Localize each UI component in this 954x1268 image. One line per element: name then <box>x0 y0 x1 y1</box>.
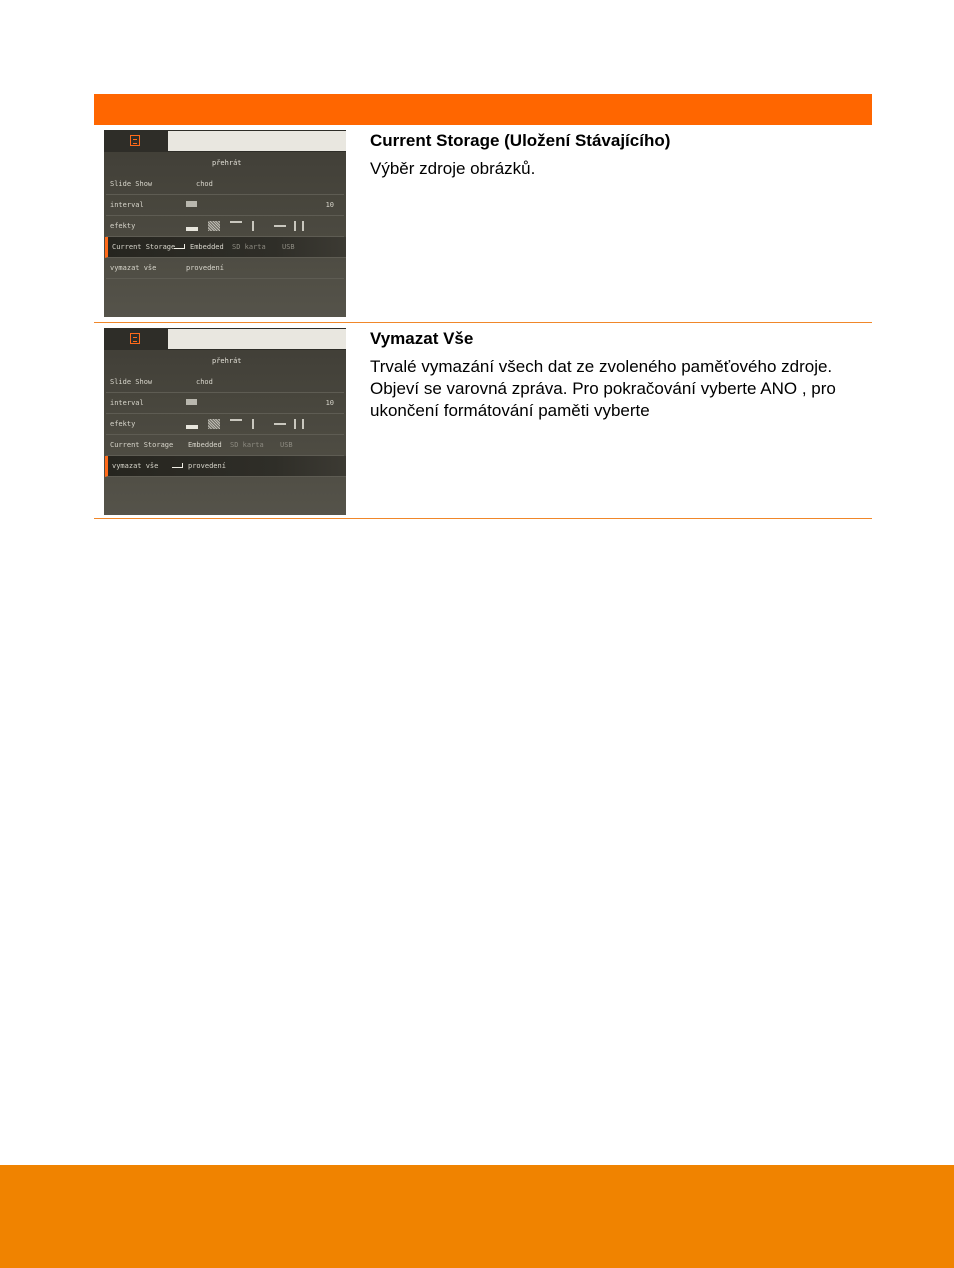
osd-item-interval <box>106 195 344 216</box>
header-bar <box>94 94 872 125</box>
osd-item-interval <box>106 393 344 414</box>
enter-icon <box>172 463 183 468</box>
osd-item-value: Embedded <box>190 243 224 251</box>
clipboard-icon <box>130 135 140 146</box>
osd-tab-panel <box>168 131 346 151</box>
osd-tab-panel <box>168 329 346 349</box>
row-title: Vymazat Vše <box>370 329 474 348</box>
osd-item-option: USB <box>280 441 293 449</box>
effect-dissolve-icon <box>208 419 220 429</box>
slider-handle <box>186 201 197 207</box>
row-title: Current Storage (Uložení Stávajícího) <box>370 131 671 150</box>
osd-item-value: 10 <box>325 201 334 209</box>
osd-item-value: Embedded <box>188 441 222 449</box>
osd-item-label: interval <box>110 399 144 407</box>
osd-item-value: provedení <box>186 264 224 272</box>
effect-wipe-right-icon <box>252 419 264 429</box>
row-description <box>370 329 860 422</box>
osd-item-slideshow <box>106 372 344 393</box>
osd-item-slideshow <box>106 174 344 195</box>
osd-item-current-storage <box>105 237 346 258</box>
effect-dissolve-icon <box>208 221 220 231</box>
osd-item-label: Slide Show <box>110 180 153 188</box>
effect-blocks-icon <box>186 419 198 429</box>
osd-item-effects <box>106 414 344 435</box>
osd-item-clear-all <box>106 258 344 279</box>
osd-item-option: SD karta <box>232 243 266 251</box>
effect-wipe-right-icon <box>252 221 264 231</box>
osd-play-label: přehrát <box>212 159 242 167</box>
osd-screenshot <box>104 130 346 317</box>
osd-item-label: Current Storage <box>112 243 176 251</box>
osd-item-label: vymazat vše <box>110 264 157 272</box>
effect-wipe-down-icon <box>230 221 242 231</box>
osd-item-label: efekty <box>110 420 136 428</box>
osd-item-value: 10 <box>325 399 334 407</box>
osd-item-label: interval <box>110 201 144 209</box>
osd-screenshot <box>104 328 346 515</box>
effect-split-horizontal-icon <box>274 423 286 427</box>
row-body: Výběr zdroje obrázků. <box>370 159 536 178</box>
osd-item-clear-all <box>105 456 346 477</box>
osd-item-label: Slide Show <box>110 378 153 386</box>
table-row <box>94 125 872 323</box>
osd-item-value: provedení <box>188 462 226 470</box>
row-description <box>370 131 860 180</box>
enter-icon <box>174 244 185 249</box>
osd-item-effects <box>106 216 344 237</box>
effect-split-vertical-icon <box>294 419 304 429</box>
osd-item-option: SD karta <box>230 441 264 449</box>
osd-item-label: Current Storage <box>110 441 174 449</box>
effect-split-horizontal-icon <box>274 225 286 229</box>
effect-wipe-down-icon <box>230 419 242 429</box>
osd-item-option: USB <box>282 243 295 251</box>
osd-play-label: přehrát <box>212 357 242 365</box>
osd-item-value: chod <box>196 378 213 386</box>
effect-split-vertical-icon <box>294 221 304 231</box>
osd-item-label: vymazat vše <box>112 462 159 470</box>
clipboard-icon <box>130 333 140 344</box>
osd-item-current-storage <box>106 435 344 456</box>
row-body: Trvalé vymazání všech dat ze zvoleného paměťového zdroje. Objeví se varovná zpráva. Pro pokračování vyberte ANO , pro ukončení formátování paměti vyberte <box>370 357 836 420</box>
osd-item-value: chod <box>196 180 213 188</box>
osd-item-label: efekty <box>110 222 136 230</box>
effect-blocks-icon <box>186 221 198 231</box>
slider-handle <box>186 399 197 405</box>
table-row <box>94 323 872 519</box>
footer-bar <box>0 1165 954 1268</box>
